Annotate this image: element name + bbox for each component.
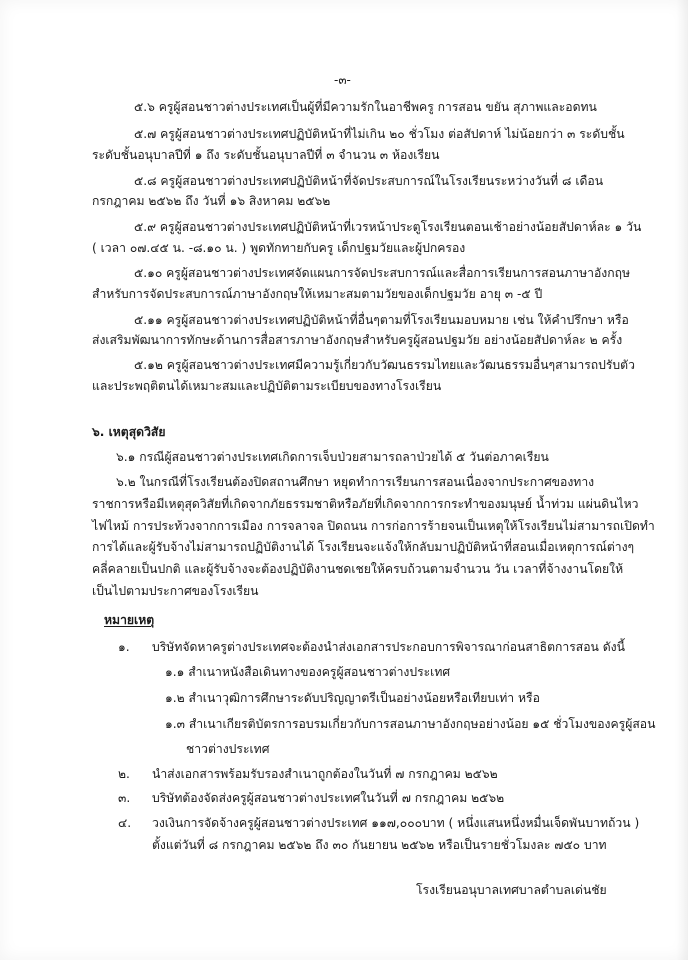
section-6-title: ๖. เหตุสุดวิสัย <box>92 425 166 439</box>
note-1-2: ๑.๒ สำเนาวุฒิการศึกษาระดับปริญญาตรีเป็นอย่างน้อยหรือเทียบเท่า หรือ <box>165 691 540 705</box>
school-signature: โรงเรียนอนุบาลเทศบาลตำบลเด่นชัย <box>416 883 607 897</box>
clause-5-6: ๕.๖ ครูผู้สอนชาวต่างประเทศเป็นผู้ที่มีความรักในอาชีพครู การสอน ขยัน สุภาพและอดทน <box>134 100 597 114</box>
clause-5-12-cont: และประพฤติตนได้เหมาะสมและปฏิบัติตามระเบียบของทางโรงเรียน <box>92 379 442 393</box>
clause-6-2-line-2: ราชการหรือมีเหตุสุดวิสัยที่เกิดจากภัยธรรมชาติหรือภัยที่เกิดจากการกระทำของมนุษย์ น้ำท่วม แผ่นดินไหว <box>92 497 639 511</box>
note-3-text: บริษัทต้องจัดส่งครูผู้สอนชาวต่างประเทศในวันที่ ๗ กรกฎาคม ๒๕๖๒ <box>152 791 505 805</box>
clause-6-1: ๖.๑ กรณีผู้สอนชาวต่างประเทศเกิดการเจ็บป่วยสามารถลาป่วยได้ ๕ วันต่อภาคเรียน <box>116 450 549 464</box>
clause-5-7: ๕.๗ ครูผู้สอนชาวต่างประเทศปฏิบัติหน้าที่ไม่เกิน ๒๐ ชั่วโมง ต่อสัปดาห์ ไม่น้อยกว่า ๓ ระดับชั้น <box>134 127 625 141</box>
page-edge-shadow <box>676 0 688 960</box>
note-1-3-cont: ชาวต่างประเทศ <box>186 742 270 756</box>
clause-5-11-cont: ส่งเสริมพัฒนาการทักษะด้านการสื่อสารภาษาอังกฤษสำหรับครูผู้สอนปฐมวัย อย่างน้อยสัปดาห์ละ ๒ ครั้ง <box>92 333 623 347</box>
clause-5-12: ๕.๑๒ ครูผู้สอนชาวต่างประเทศมีความรู้เกี่ยวกับวัฒนธรรมไทยและวัฒนธรรมอื่นๆสามารถปรับตัว <box>134 358 635 372</box>
clause-6-2-line-5: คลี่คลายเป็นปกติ และผู้รับจ้างจะต้องปฏิบัติงานชดเชยให้ครบถ้วนตามจำนวน วัน เวลาที่จ้างงานโดยให้ <box>92 562 624 576</box>
note-1-number: ๑. <box>118 640 130 654</box>
note-2-text: นำส่งเอกสารพร้อมรับรองสำเนาถูกต้องในวันที่ ๗ กรกฎาคม ๒๕๖๒ <box>152 767 498 781</box>
note-1-1: ๑.๑ สำเนาหนังสือเดินทางของครูผู้สอนชาวต่างประเทศ <box>165 665 451 679</box>
note-4-text-line-1: วงเงินการจัดจ้างครูผู้สอนชาวต่างประเทศ ๑๑๗,๐๐๐บาท ( หนึ่งแสนหนึ่งหมื่นเจ็ดพันบาทถ้วน ) <box>152 816 640 830</box>
clause-5-9: ๕.๙ ครูผู้สอนชาวต่างประเทศปฏิบัติหน้าที่เวรหน้าประตูโรงเรียนตอนเช้าอย่างน้อยสัปดาห์ละ ๑ วัน <box>134 220 642 234</box>
note-4-text-line-2: ตั้งแต่วันที่ ๘ กรกฎาคม ๒๕๖๒ ถึง ๓๐ กันยายน ๒๕๖๒ หรือเป็นรายชั่วโมงละ ๗๕๐ บาท <box>152 838 607 852</box>
clause-6-2: ๖.๒ ในกรณีที่โรงเรียนต้องปิดสถานศึกษา หยุดทำการเรียนการสอนเนื่องจากประกาศของทาง <box>116 475 595 489</box>
clause-5-7-cont: ระดับชั้นอนุบาลปีที่ ๑ ถึง ระดับชั้นอนุบาลปีที่ ๓ จำนวน ๓ ห้องเรียน <box>92 148 440 162</box>
clause-5-8: ๕.๘ ครูผู้สอนชาวต่างประเทศปฏิบัติหน้าที่จัดประสบการณ์ในโรงเรียนระหว่างวันที่ ๘ เดือน <box>134 174 604 188</box>
note-1-text: บริษัทจัดหาครูต่างประเทศจะต้องนำส่งเอกสารประกอบการพิจารณาก่อนสาธิตการสอน ดังนี้ <box>152 640 625 654</box>
note-4-number: ๔. <box>118 816 132 830</box>
note-1-3: ๑.๓ สำเนาเกียรติบัตรการอบรมเกี่ยวกับการสอนภาษาอังกฤษอย่างน้อย ๑๕ ชั่วโมงของครูผู้สอน <box>165 717 656 731</box>
page-number: -๓- <box>334 73 351 87</box>
note-title: หมายเหตุ <box>104 613 155 627</box>
clause-5-9-cont: ( เวลา ๐๗.๔๕ น. -๘.๑๐ น. ) พูดทักทายกับครู เด็กปฐมวัยและผู้ปกครอง <box>92 241 466 255</box>
note-3-number: ๓. <box>118 791 131 805</box>
clause-5-8-cont: กรกฎาคม ๒๕๖๒ ถึง วันที่ ๑๖ สิงหาคม ๒๕๖๒ <box>92 194 331 208</box>
clause-5-10: ๕.๑๐ ครูผู้สอนชาวต่างประเทศจัดแผนการจัดประสบการณ์และสื่อการเรียนการสอนภาษาอังกฤษ <box>134 266 631 280</box>
clause-5-11: ๕.๑๑ ครูผู้สอนชาวต่างประเทศปฏิบัติหน้าที่อื่นๆตามที่โรงเรียนมอบหมาย เช่น ให้คำปรึกษา หรือ <box>134 313 629 327</box>
note-2-number: ๒. <box>118 767 130 781</box>
clause-6-2-line-6: เป็นไปตามประกาศของโรงเรียน <box>92 584 259 598</box>
clause-5-10-cont: สำหรับการจัดประสบการณ์ภาษาอังกฤษให้เหมาะสมตามวัยของเด็กปฐมวัย อายุ ๓ -๕ ปี <box>92 287 543 301</box>
clause-6-2-line-4: การได้และผู้รับจ้างไม่สามารถปฏิบัติงานได้ โรงเรียนจะแจ้งให้กลับมาปฏิบัติหน้าที่สอนเมื่อเหตุการณ์ต่างๆ <box>92 540 635 554</box>
clause-6-2-line-3: ไฟไหม้ การประท้วงจากการเมือง การจลาจล ปิดถนน การก่อการร้ายจนเป็นเหตุให้โรงเรียนไม่สามารถเปิดทำ <box>92 519 655 533</box>
